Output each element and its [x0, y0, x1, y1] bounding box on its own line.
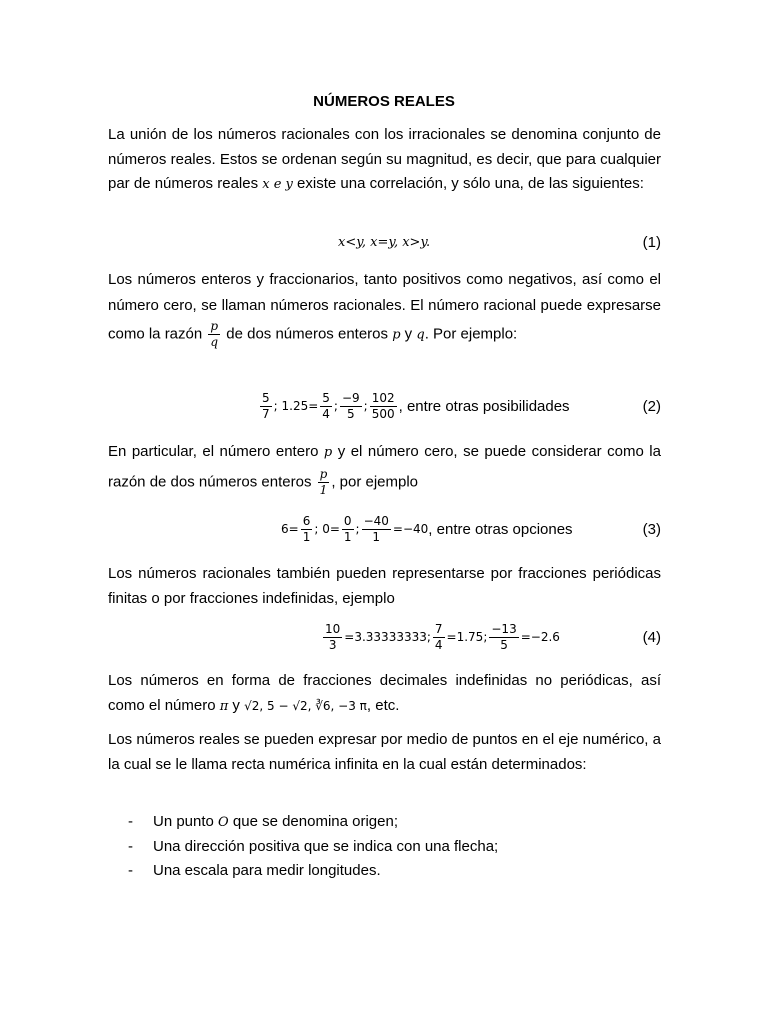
math-text: ; 1.25=: [273, 399, 319, 413]
equation-2: [108, 386, 661, 426]
math-text: =1.75;: [446, 630, 488, 644]
fraction-denominator: 3: [328, 637, 337, 652]
equation-1: [108, 222, 661, 262]
equation-4: [108, 617, 661, 657]
paragraph-rationals-text-a: Los números enteros y fraccionarios, tanto positivos como negativos, así como el número cero, se llaman números racionales. El número racional puede expresarse como la razón: [108, 271, 661, 343]
fraction-denominator: 5: [500, 637, 508, 652]
fraction: [433, 622, 445, 653]
pi-symbol: π: [219, 698, 229, 714]
paragraph-irrationals-text-c: , etc.: [366, 696, 400, 714]
list-dash: -: [128, 813, 133, 830]
paragraph-intro: [108, 123, 661, 198]
variables-x-y: x e y: [262, 177, 293, 192]
paragraph-rationals-text-b: de dos números enteros: [222, 325, 393, 343]
math-text: ;: [355, 522, 360, 536]
math-text: =−2.6: [520, 630, 560, 644]
equation-1-expression: x<y, x=y, x>y.: [338, 234, 431, 250]
paragraph-integers-text-a: En particular, el número entero: [108, 443, 324, 460]
fraction: [489, 622, 518, 653]
fraction-denominator: 4: [434, 637, 443, 652]
math-text: =−40: [392, 522, 429, 536]
equation-4-expression: [321, 617, 560, 657]
fraction-numerator: −40: [363, 513, 389, 528]
number-line-list: [128, 810, 498, 883]
fraction-denominator: 1: [343, 529, 352, 544]
fraction-denominator: 500: [371, 406, 395, 421]
fraction-numerator: 10: [325, 621, 341, 636]
list-item-text: Una dirección positiva que se indica con una flecha;: [153, 838, 499, 855]
fraction-p-over-1: [318, 467, 330, 498]
equation-3-text: , entre otras opciones: [428, 520, 573, 538]
fraction-denominator: 5: [347, 406, 355, 421]
fraction: [340, 391, 362, 422]
fraction-p-over-q: [208, 319, 220, 350]
fraction: [362, 514, 391, 545]
fraction-numerator: 0: [343, 513, 352, 528]
equation-1-number: (1): [642, 233, 661, 251]
fraction: [323, 622, 342, 653]
list-item-text-b: que se denomina origen;: [228, 813, 399, 830]
fraction-numerator: 102: [371, 390, 395, 405]
list-dash: -: [128, 838, 133, 855]
paragraph-number-line: Los números reales se pueden expresar por medio de puntos en el eje numérico, a la cual se le llama recta numérica infinita en la cual están determinados:: [108, 731, 661, 773]
fraction: [342, 514, 354, 545]
fraction-numerator: −13: [491, 621, 517, 636]
equation-4-number: (4): [642, 628, 661, 646]
equation-2-number: (2): [642, 397, 661, 415]
fraction-denominator: 1: [302, 529, 311, 544]
fraction-numerator: p: [210, 319, 219, 333]
equation-3: [108, 509, 661, 549]
fraction: [260, 391, 272, 422]
fraction-denominator: 1: [372, 529, 381, 544]
equation-2-text: , entre otras posibilidades: [398, 397, 570, 415]
math-text: ;: [363, 399, 368, 413]
fraction-numerator: 5: [262, 390, 270, 405]
list-item: [128, 835, 498, 859]
fraction-numerator: 5: [322, 390, 330, 405]
list-item: [128, 859, 498, 883]
math-text: ;: [333, 399, 338, 413]
paragraph-intro-text-b: existe una correlación, y sólo una, de las siguientes:: [292, 175, 644, 192]
fraction-numerator: 6: [302, 513, 311, 528]
fraction-numerator: p: [319, 467, 328, 481]
fraction-denominator: 1: [319, 483, 328, 497]
equation-3-number: (3): [642, 520, 661, 538]
fraction-denominator: 4: [322, 406, 330, 421]
fraction: [301, 514, 313, 545]
variable-q: q: [416, 327, 425, 343]
equation-2-expression: [258, 386, 570, 426]
paragraph-intro-text-a: La unión de los números racionales con los irracionales se denomina conjunto de números reales. Estos se ordenan según su magnitud, es decir, que para cualquier par de números reales: [108, 126, 661, 192]
list-item-text-a: Un punto: [153, 813, 219, 830]
paragraph-rationals-text-c: . Por ejemplo:: [424, 325, 518, 343]
math-text: =3.33333333;: [344, 630, 431, 644]
list-item-text: Una escala para medir longitudes.: [153, 862, 381, 879]
paragraph-integers-text-b: y el número cero, se puede considerar como la razón de dos números enteros: [108, 443, 661, 491]
paragraph-integers: [108, 437, 661, 498]
fraction-denominator: q: [210, 335, 219, 349]
fraction-denominator: 7: [262, 406, 270, 421]
conjunction-y: y: [400, 325, 417, 343]
fraction-numerator: −9: [341, 390, 360, 405]
paragraph-periodic: Los números racionales también pueden representarse por fracciones periódicas finitas o por fracciones indefinidas, ejemplo: [108, 565, 661, 607]
origin-symbol: O: [218, 815, 229, 830]
fraction-numerator: 7: [434, 621, 443, 636]
math-text: ; 0=: [314, 522, 340, 536]
paragraph-irrationals-text-a: Los números en forma de fracciones decimales indefinidas no periódicas, así como el número: [108, 672, 661, 714]
page-title: NÚMEROS REALES: [313, 93, 455, 110]
paragraph-integers-text-c: , por ejemplo: [331, 473, 419, 491]
list-dash: -: [128, 862, 133, 879]
irrational-examples: √2, 5 − √2, ∛6, −3 π: [244, 698, 367, 713]
math-text: 6=: [281, 522, 299, 536]
fraction: [370, 391, 397, 422]
paragraph-irrationals: [108, 669, 661, 719]
equation-3-expression: [281, 509, 573, 549]
variable-p: p: [323, 445, 333, 460]
paragraph-irrationals-text-b: y: [228, 696, 245, 714]
paragraph-rationals: [108, 267, 661, 350]
list-item: [128, 810, 498, 835]
fraction: [320, 391, 332, 422]
variable-p: p: [392, 327, 401, 343]
